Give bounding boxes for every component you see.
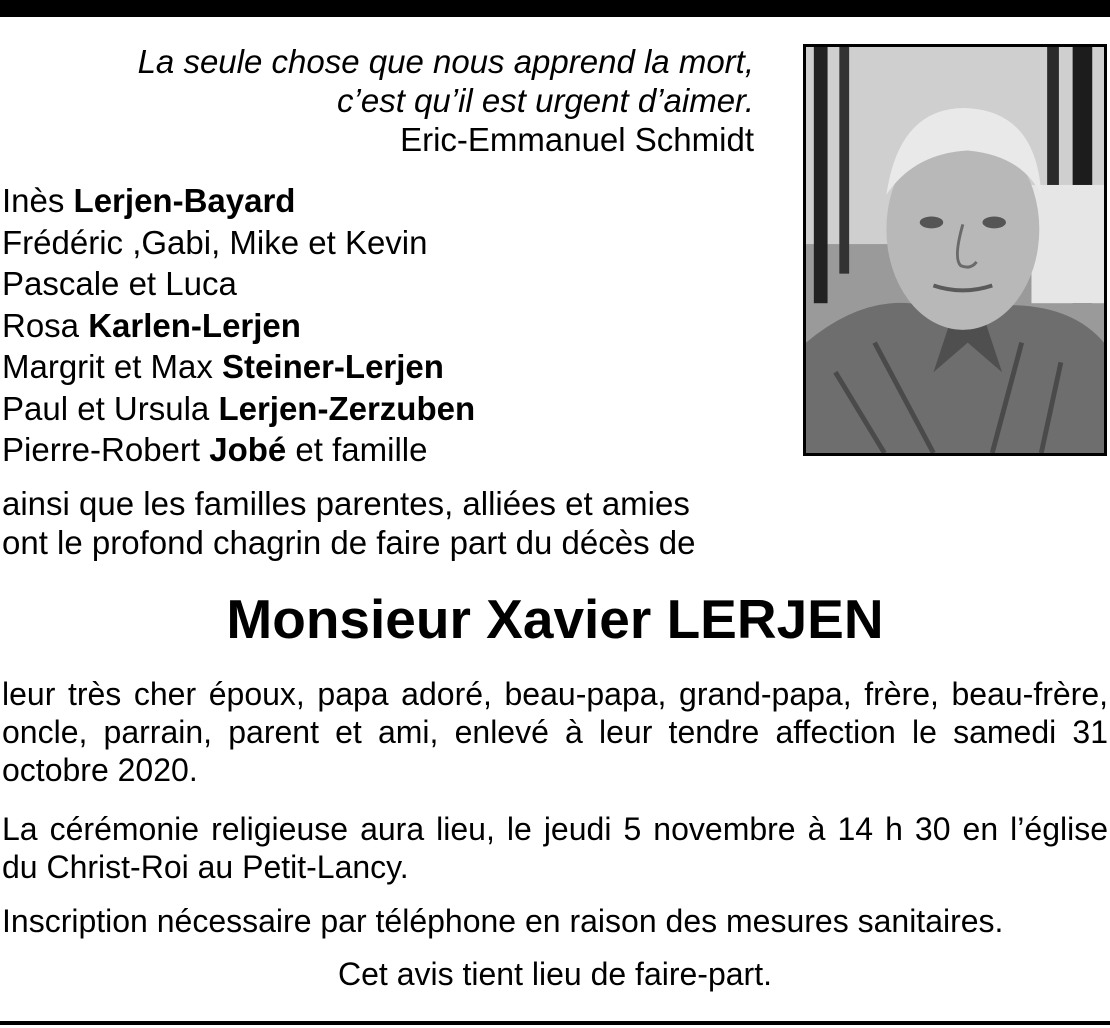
description-paragraph: leur très cher époux, papa adoré, beau-papa, grand-papa, frère, beau-frère, oncle, parrain, parent et ami, enlevé à leur tendre affection le samedi 31 octobre 2020.: [2, 676, 1108, 788]
closing-note: Cet avis tient lieu de faire-part.: [338, 956, 772, 992]
family-row: Pascale et Luca: [2, 265, 237, 302]
bottom-rule: [0, 1021, 1110, 1025]
family-surname: Lerjen-Zerzuben: [218, 389, 476, 427]
family-surname: Jobé: [209, 431, 287, 468]
quote-author: Eric-Emmanuel Schmidt: [400, 121, 754, 158]
portrait-photo: [803, 44, 1107, 456]
intro-line-1: ainsi que les familles parentes, alliées et amies: [2, 485, 690, 522]
family-row: Rosa Karlen-Lerjen: [2, 306, 301, 344]
family-row: Frédéric ,Gabi, Mike et Kevin: [2, 223, 428, 261]
quote-line-1: La seule chose que nous apprend la mort,: [137, 43, 754, 80]
announcement-intro: [2, 484, 695, 562]
family-row: Inès Lerjen-Bayard: [2, 182, 296, 219]
epigraph-quote: [138, 42, 754, 159]
family-surname: Steiner-Lerjen: [222, 348, 444, 385]
family-surname: Lerjen-Bayard: [73, 182, 296, 219]
intro-line-2: ont le profond chagrin de faire part du décès de: [2, 524, 696, 561]
family-list: [2, 180, 475, 471]
family-row: Pierre-Robert Jobé et famille: [2, 431, 428, 468]
family-row: Paul et Ursula Lerjen-Zerzuben: [2, 389, 476, 427]
family-row: Margrit et Max Steiner-Lerjen: [2, 348, 444, 385]
quote-line-2: c’est qu’il est urgent d’aimer.: [337, 82, 754, 119]
portrait-photo-icon: [806, 47, 1104, 453]
deceased-name: Monsieur Xavier LERJEN: [226, 588, 884, 650]
ceremony-paragraph: La cérémonie religieuse aura lieu, le jeudi 5 novembre à 14 h 30 en l’église du Christ-Roi au Petit-Lancy.: [2, 811, 1108, 885]
top-rule: [0, 0, 1110, 17]
registration-paragraph: Inscription nécessaire par téléphone en raison des mesures sanitaires.: [2, 903, 1004, 939]
family-surname: Karlen-Lerjen: [88, 306, 301, 344]
